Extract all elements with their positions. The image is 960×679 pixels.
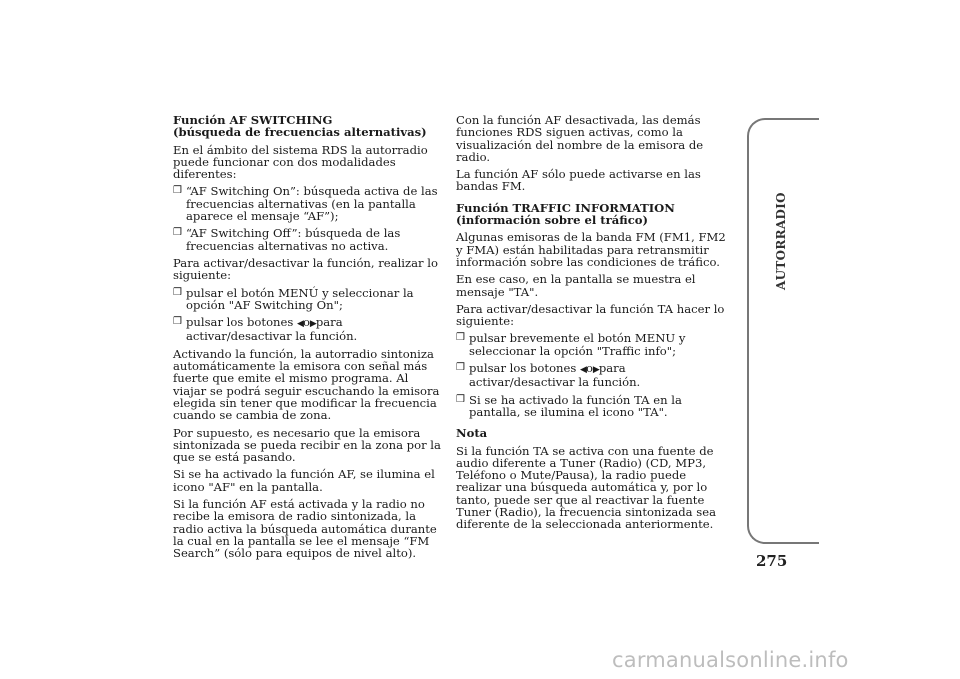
paragraph: Para activar/desactivar la función TA hacer lo siguiente: xyxy=(456,301,725,329)
list-item-text: “AF Switching Off”: búsqueda de las frecuencias alternativas no activa. xyxy=(186,226,401,253)
page-number: 275 xyxy=(756,552,788,570)
step-text: pulsar los botones xyxy=(186,315,298,330)
list-item-text xyxy=(469,362,732,389)
paragraph: Algunas emisoras de la banda FM (FM1, FM2 y FMA) están habilitadas para retransmitir información sobre las condiciones de tráfico. xyxy=(456,230,726,269)
step-text: o xyxy=(302,315,310,330)
section-heading-af xyxy=(173,114,445,139)
chapter-tab xyxy=(747,118,819,544)
list-item-text: pulsar el botón MENÚ y seleccionar la opción "AF Switching On"; xyxy=(186,285,414,312)
right-column xyxy=(456,114,732,536)
heading-af-subtitle: (búsqueda de frecuencias alternativas) xyxy=(173,125,427,140)
section-heading-ta xyxy=(456,202,732,227)
list-item-text: pulsar brevemente el botón MENU y seleccionar la opción "Traffic info"; xyxy=(469,331,686,358)
chapter-label: AUTORRADIO xyxy=(774,192,788,290)
step-text: o xyxy=(585,361,593,376)
step-text: pulsar los botones xyxy=(469,361,581,376)
step-text: para activar/desactivar la función. xyxy=(469,361,641,390)
heading-ta-title: Función TRAFFIC INFORMATION xyxy=(456,200,675,215)
paragraph: En ese caso, en la pantalla se muestra el mensaje "TA". xyxy=(456,272,696,299)
list-item xyxy=(456,362,732,389)
list-item xyxy=(173,227,445,252)
paragraph: Para activar/desactivar la función, realizar lo siguiente: xyxy=(173,255,438,283)
note-paragraph: Si la función TA se activa con una fuente de audio diferente a Tuner (Radio) (CD, MP3, Teléfono o Mute/Pausa), la radio puede realizar una búsqueda automática y, por lo tanto, puede ser que al reactivar la fuente Tuner (Radio), la frecuencia sintonizada sea diferente de la seleccionada anteriormente. xyxy=(456,443,716,532)
list-item xyxy=(456,332,732,357)
checkbox-bullet-icon: ❒ xyxy=(456,332,465,344)
checkbox-bullet-icon: ❒ xyxy=(173,227,182,239)
checkbox-bullet-icon: ❒ xyxy=(456,362,465,374)
paragraph: La función AF sólo puede activarse en las bandas FM. xyxy=(456,167,701,194)
paragraph: Con la función AF desactivada, las demás funciones RDS siguen activas, como la visualización del nombre de la emisora de radio. xyxy=(456,113,704,164)
note-heading: Nota xyxy=(456,426,488,441)
heading-ta-subtitle: (información sobre el tráfico) xyxy=(456,213,648,228)
paragraph: Si la función AF está activada y la radio no recibe la emisora de radio sintonizada, la radio activa la búsqueda automática durante la cual en la pantalla se lee el mensaje “FM Search” (sólo para equipos de nivel alto). xyxy=(173,497,437,561)
checkbox-bullet-icon: ❒ xyxy=(173,316,182,328)
list-item xyxy=(456,394,732,419)
list-item-text: Si se ha activado la función TA en la pantalla, se ilumina el icono "TA". xyxy=(469,392,682,419)
list-item xyxy=(173,185,445,222)
heading-af-title: Función AF SWITCHING xyxy=(173,113,333,127)
list-item xyxy=(173,316,445,343)
checkbox-bullet-icon: ❒ xyxy=(173,286,182,298)
triangle-left-icon: ◀ xyxy=(580,365,586,376)
left-column xyxy=(173,114,445,565)
paragraph: En el ámbito del sistema RDS la autorradio puede funcionar con dos modalidades diferentes: xyxy=(173,142,428,182)
watermark: carmanualsonline.info xyxy=(612,648,849,672)
list-item-text xyxy=(186,316,445,343)
list-item-text: “AF Switching On”: búsqueda activa de las frecuencias alternativas (en la pantalla aparece el mensaje “AF”); xyxy=(186,184,438,224)
paragraph: Si se ha activado la función AF, se ilumina el icono "AF" en la pantalla. xyxy=(173,467,435,494)
paragraph: Por supuesto, es necesario que la emisora sintonizada se pueda recibir en la zona por la que se está pasando. xyxy=(173,425,441,465)
triangle-left-icon: ◀ xyxy=(297,319,303,330)
list-item xyxy=(173,287,445,312)
paragraph: Activando la función, la autorradio sintoniza automáticamente la emisora con señal más fuerte que emite el mismo programa. Al viajar se podrá seguir escuchando la emisora elegida sin tener que modificar la frecuencia cuando se cambia de zona. xyxy=(173,346,440,423)
checkbox-bullet-icon: ❒ xyxy=(173,185,182,197)
triangle-right-icon: ▶ xyxy=(592,365,599,376)
step-text: para activar/desactivar la función. xyxy=(186,315,358,344)
checkbox-bullet-icon: ❒ xyxy=(456,393,465,405)
triangle-right-icon: ▶ xyxy=(309,319,316,330)
